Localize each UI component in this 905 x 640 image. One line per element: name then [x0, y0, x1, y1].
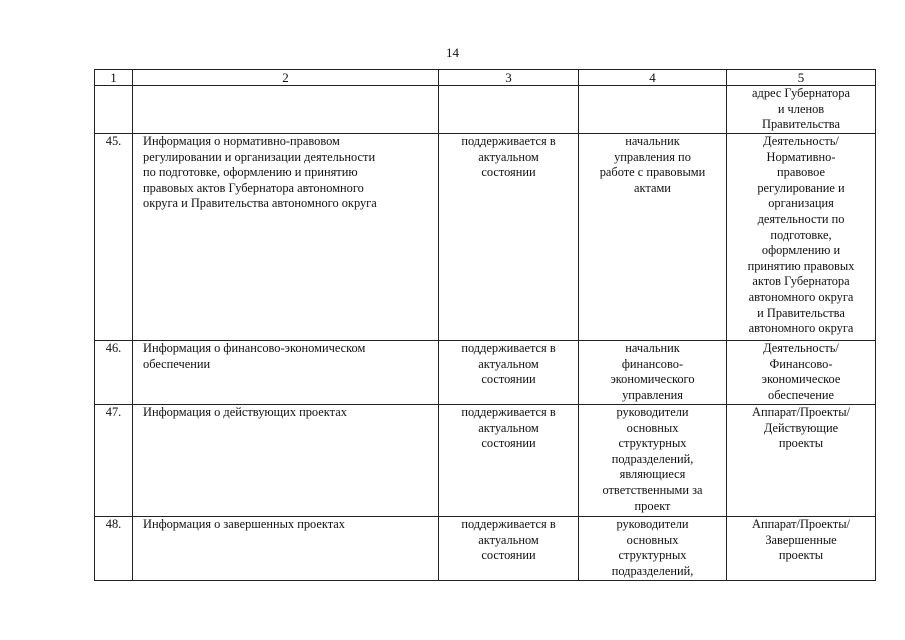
responsible-cell: руководители основных структурных подразделений,: [579, 517, 727, 581]
table-row: [95, 405, 876, 517]
responsible-cell: руководители основных структурных подразделений, являющиеся ответственными за проект: [579, 405, 727, 517]
status-cell: поддерживается в актуальном состоянии: [439, 405, 579, 517]
table-row: [95, 341, 876, 405]
status-cell: [439, 86, 579, 134]
status-cell: поддерживается в актуальном состоянии: [439, 517, 579, 581]
info-cell: Информация о действующих проектах: [133, 405, 439, 517]
row-number: 48.: [95, 517, 133, 581]
table-row: [95, 517, 876, 581]
info-cell: Информация о финансово-экономическом обеспечении: [133, 341, 439, 405]
responsible-cell: [579, 86, 727, 134]
location-cell: Аппарат/Проекты/ Завершенные проекты: [727, 517, 876, 581]
column-header: 5: [727, 70, 876, 86]
page-number: 14: [446, 45, 459, 60]
info-cell: Информация о завершенных проектах: [133, 517, 439, 581]
location-cell: адрес Губернатора и членов Правительства: [727, 86, 876, 134]
status-cell: поддерживается в актуальном состоянии: [439, 134, 579, 341]
status-cell: поддерживается в актуальном состоянии: [439, 341, 579, 405]
responsible-cell: начальник финансово- экономического управления: [579, 341, 727, 405]
column-header: 4: [579, 70, 727, 86]
column-header: 2: [133, 70, 439, 86]
row-number: [95, 86, 133, 134]
column-header: 1: [95, 70, 133, 86]
document-table: [94, 69, 876, 581]
info-cell: Информация о нормативно-правовом регулировании и организации деятельности по подготовке, оформлению и принятию правовых актов Губернатора автономного округа и Правительства автономного округа: [133, 134, 439, 341]
info-cell: [133, 86, 439, 134]
row-number: 45.: [95, 134, 133, 341]
table-row: [95, 86, 876, 134]
location-cell: Деятельность/ Финансово- экономическое обеспечение: [727, 341, 876, 405]
row-number: 46.: [95, 341, 133, 405]
location-cell: Аппарат/Проекты/ Действующие проекты: [727, 405, 876, 517]
location-cell: Деятельность/ Нормативно- правовое регулирование и организация деятельности по подготовке, оформлению и принятию правовых актов Губернатора автономного округа и Правительства автономного округа: [727, 134, 876, 341]
table-header-row: [95, 70, 876, 86]
column-header: 3: [439, 70, 579, 86]
row-number: 47.: [95, 405, 133, 517]
responsible-cell: начальник управления по работе с правовыми актами: [579, 134, 727, 341]
table-row: [95, 134, 876, 341]
